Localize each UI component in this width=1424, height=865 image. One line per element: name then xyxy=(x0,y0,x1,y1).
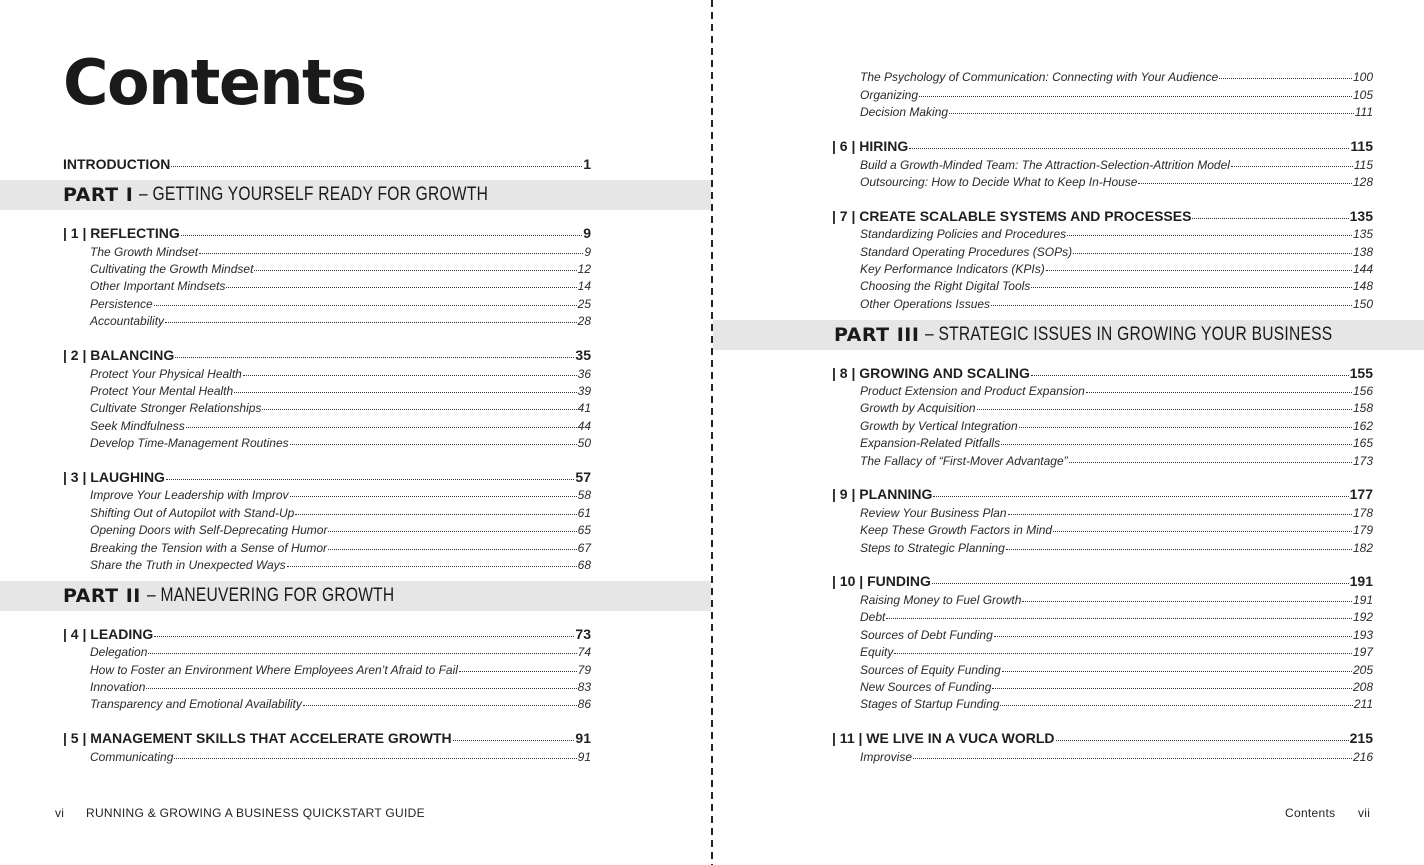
part-title: – MANEUVERING FOR GROWTH xyxy=(146,585,395,606)
dot-leader xyxy=(992,688,1352,689)
toc-page-number: 1 xyxy=(583,156,591,172)
toc-page-number: 135 xyxy=(1349,208,1373,224)
dot-leader xyxy=(295,514,576,515)
dot-leader xyxy=(1046,270,1352,271)
dot-leader xyxy=(175,357,574,358)
dot-leader xyxy=(154,305,577,306)
toc-page-number: 156 xyxy=(1352,384,1373,398)
toc-section[interactable] xyxy=(90,645,591,662)
toc-page-number: 211 xyxy=(1353,697,1373,711)
toc-page-number: 9 xyxy=(584,245,591,259)
toc-label: Communicating xyxy=(90,750,174,764)
toc-chapter[interactable] xyxy=(63,730,591,748)
toc-page-number: 197 xyxy=(1352,645,1373,659)
toc-section[interactable] xyxy=(860,663,1373,680)
toc-section[interactable] xyxy=(860,105,1373,122)
toc-section[interactable] xyxy=(860,523,1373,540)
toc-label: Steps to Strategic Planning xyxy=(860,541,1005,555)
dot-leader xyxy=(166,479,574,480)
toc-section[interactable] xyxy=(860,279,1373,296)
toc-label: Sources of Equity Funding xyxy=(860,663,1001,677)
toc-label: Debt xyxy=(860,610,886,624)
toc-chapter[interactable] xyxy=(63,225,591,243)
part-heading-3 xyxy=(713,320,1424,350)
toc-label: Cultivating the Growth Mindset xyxy=(90,262,254,276)
toc-section[interactable] xyxy=(90,367,591,384)
toc-section[interactable] xyxy=(860,227,1373,244)
dot-leader xyxy=(909,148,1349,149)
toc-label: Growth by Vertical Integration xyxy=(860,419,1018,433)
toc-label: Other Operations Issues xyxy=(860,297,991,311)
toc-page-number: 68 xyxy=(577,558,591,572)
dot-leader xyxy=(328,531,576,532)
toc-chapter[interactable] xyxy=(832,573,1373,591)
toc-label: Shifting Out of Autopilot with Stand-Up xyxy=(90,506,295,520)
toc-page-number: 65 xyxy=(577,523,591,537)
dot-leader xyxy=(949,113,1354,114)
toc-section[interactable] xyxy=(860,158,1373,175)
dot-leader xyxy=(181,235,582,236)
dot-leader xyxy=(1006,549,1352,550)
toc-label: | 10 | FUNDING xyxy=(832,573,931,589)
toc-section[interactable] xyxy=(860,175,1373,192)
toc-section[interactable] xyxy=(860,506,1373,523)
dot-leader xyxy=(199,253,583,254)
toc-label: Breaking the Tension with a Sense of Humor xyxy=(90,541,328,555)
dot-leader xyxy=(453,740,575,741)
toc-label: Innovation xyxy=(90,680,146,694)
dot-leader xyxy=(303,705,577,706)
toc-chapter[interactable] xyxy=(63,347,591,365)
toc-page-number: 58 xyxy=(577,488,591,502)
toc-label: Choosing the Right Digital Tools xyxy=(860,279,1031,293)
toc-page-number: 128 xyxy=(1352,175,1373,189)
footer-page-number: vii xyxy=(1358,806,1371,820)
part-label: PART III xyxy=(834,324,920,346)
toc-page-number: 215 xyxy=(1349,730,1373,746)
toc-label: | 5 | MANAGEMENT SKILLS THAT ACCELERATE GROWTH xyxy=(63,730,452,746)
dot-leader xyxy=(290,496,577,497)
toc-label: Accountability xyxy=(90,314,165,328)
toc-label: Opening Doors with Self-Deprecating Humor xyxy=(90,523,328,537)
toc-page-number: 36 xyxy=(577,367,591,381)
toc-section[interactable] xyxy=(860,419,1373,436)
toc-section[interactable] xyxy=(860,697,1373,714)
dot-leader xyxy=(1053,531,1352,532)
footer-book-title: RUNNING & GROWING A BUSINESS QUICKSTART GUIDE xyxy=(86,806,425,820)
toc-label: Stages of Startup Funding xyxy=(860,697,1000,711)
toc-section[interactable] xyxy=(860,610,1373,627)
dot-leader xyxy=(186,427,577,428)
toc-label: INTRODUCTION xyxy=(63,156,171,172)
toc-label: New Sources of Funding xyxy=(860,680,992,694)
page-title: Contents xyxy=(63,46,366,119)
toc-page-number: 83 xyxy=(577,680,591,694)
toc-section[interactable] xyxy=(90,436,591,453)
toc-chapter[interactable] xyxy=(832,486,1373,504)
toc-label: Decision Making xyxy=(860,105,949,119)
toc-page-number: 216 xyxy=(1352,750,1373,764)
toc-page-number: 173 xyxy=(1352,454,1373,468)
toc-section[interactable] xyxy=(860,541,1373,558)
dot-leader xyxy=(919,96,1352,97)
toc-section[interactable] xyxy=(860,680,1373,697)
toc-label: Equity xyxy=(860,645,894,659)
dot-leader xyxy=(1001,444,1352,445)
toc-section[interactable] xyxy=(90,506,591,523)
toc-section[interactable] xyxy=(860,750,1373,767)
toc-page-number: 25 xyxy=(577,297,591,311)
toc-label: Standard Operating Procedures (SOPs) xyxy=(860,245,1073,259)
toc-label: Improve Your Leadership with Improv xyxy=(90,488,289,502)
toc-label: Keep These Growth Factors in Mind xyxy=(860,523,1053,537)
toc-page-number: 74 xyxy=(577,645,591,659)
toc-page-number: 61 xyxy=(577,506,591,520)
toc-section[interactable] xyxy=(860,384,1373,401)
toc-section[interactable] xyxy=(860,593,1373,610)
toc-label: Delegation xyxy=(90,645,148,659)
toc-label: Protect Your Physical Health xyxy=(90,367,242,381)
toc-page-number: 41 xyxy=(577,401,591,415)
toc-page-number: 177 xyxy=(1349,486,1373,502)
toc-page-number: 150 xyxy=(1352,297,1373,311)
toc-section[interactable] xyxy=(860,436,1373,453)
dot-leader xyxy=(1031,375,1349,376)
toc-page-number: 14 xyxy=(577,279,591,293)
toc-page-number: 191 xyxy=(1352,593,1373,607)
toc-label: Persistence xyxy=(90,297,153,311)
dot-leader xyxy=(148,653,576,654)
toc-chapter[interactable] xyxy=(63,469,591,487)
toc-section[interactable] xyxy=(860,297,1373,314)
toc-label: | 6 | HIRING xyxy=(832,138,909,154)
toc-section[interactable] xyxy=(90,558,591,575)
toc-page-number: 138 xyxy=(1352,245,1373,259)
dot-leader xyxy=(1069,462,1352,463)
toc-label: Organizing xyxy=(860,88,919,102)
toc-section[interactable] xyxy=(90,488,591,505)
toc-label: Transparency and Emotional Availability xyxy=(90,697,302,711)
toc-page-number: 73 xyxy=(575,626,591,642)
dot-leader xyxy=(154,636,574,637)
part-heading-1 xyxy=(0,180,711,210)
toc-page-number: 9 xyxy=(583,225,591,241)
toc-page-number: 192 xyxy=(1352,610,1373,624)
toc-page-number: 144 xyxy=(1352,262,1373,276)
toc-label: The Fallacy of “First-Mover Advantage” xyxy=(860,454,1068,468)
toc-label: The Psychology of Communication: Connecting with Your Audience xyxy=(860,70,1219,84)
dot-leader xyxy=(171,166,582,167)
toc-section[interactable] xyxy=(90,680,591,697)
toc-page-number: 191 xyxy=(1349,573,1373,589)
toc-page-number: 39 xyxy=(577,384,591,398)
toc-label: | 2 | BALANCING xyxy=(63,347,175,363)
dot-leader xyxy=(1138,183,1351,184)
toc-section[interactable] xyxy=(860,70,1373,87)
toc-label: Develop Time-Management Routines xyxy=(90,436,289,450)
toc-page-number: 193 xyxy=(1352,628,1373,642)
dot-leader xyxy=(254,270,576,271)
dot-leader xyxy=(1056,740,1349,741)
toc-section[interactable] xyxy=(90,314,591,331)
dot-leader xyxy=(1022,601,1352,602)
toc-section[interactable] xyxy=(90,419,591,436)
toc-label: Cultivate Stronger Relationships xyxy=(90,401,262,415)
part-heading-2 xyxy=(0,581,711,611)
toc-label: | 9 | PLANNING xyxy=(832,486,933,502)
toc-page-number: 135 xyxy=(1352,227,1373,241)
toc-section[interactable] xyxy=(860,88,1373,105)
toc-page-number: 28 xyxy=(577,314,591,328)
toc-page-number: 86 xyxy=(577,697,591,711)
toc-label: Standardizing Policies and Procedures xyxy=(860,227,1067,241)
toc-label: Share the Truth in Unexpected Ways xyxy=(90,558,286,572)
toc-label: Other Important Mindsets xyxy=(90,279,226,293)
part-title: – GETTING YOURSELF READY FOR GROWTH xyxy=(139,184,489,205)
toc-page-number: 91 xyxy=(575,730,591,746)
dot-leader xyxy=(1192,218,1348,219)
part-label: PART I xyxy=(63,184,134,206)
dot-leader xyxy=(1219,78,1352,79)
dot-leader xyxy=(165,322,577,323)
toc-section[interactable] xyxy=(90,401,591,418)
toc-page-number: 178 xyxy=(1352,506,1373,520)
toc-label: Protect Your Mental Health xyxy=(90,384,234,398)
toc-page-number: 158 xyxy=(1352,401,1373,415)
toc-page-number: 100 xyxy=(1352,70,1373,84)
dot-leader xyxy=(1073,253,1352,254)
dot-leader xyxy=(1000,705,1352,706)
toc-label: Sources of Debt Funding xyxy=(860,628,993,642)
toc-label: Key Performance Indicators (KPIs) xyxy=(860,262,1045,276)
toc-label: | 1 | REFLECTING xyxy=(63,225,180,241)
toc-page-number: 57 xyxy=(575,469,591,485)
dot-leader xyxy=(932,583,1349,584)
dot-leader xyxy=(226,287,576,288)
toc-label: | 8 | GROWING AND SCALING xyxy=(832,365,1030,381)
dot-leader xyxy=(1019,427,1352,428)
toc-label: | 3 | LAUGHING xyxy=(63,469,165,485)
toc-page-number: 155 xyxy=(1349,365,1373,381)
toc-label: How to Foster an Environment Where Employees Aren’t Afraid to Fail xyxy=(90,663,458,677)
toc-chapter[interactable] xyxy=(832,365,1373,383)
toc-label: | 11 | WE LIVE IN A VUCA WORLD xyxy=(832,730,1055,746)
toc-page-number: 165 xyxy=(1352,436,1373,450)
toc-section[interactable] xyxy=(90,663,591,680)
dot-leader xyxy=(894,653,1352,654)
toc-label: Outsourcing: How to Decide What to Keep In-House xyxy=(860,175,1138,189)
toc-section[interactable] xyxy=(90,750,591,767)
right-page xyxy=(713,0,1424,865)
toc-label: | 7 | CREATE SCALABLE SYSTEMS AND PROCESSES xyxy=(832,208,1192,224)
dot-leader xyxy=(287,566,577,567)
dot-leader xyxy=(262,409,576,410)
toc-section[interactable] xyxy=(90,262,591,279)
toc-section[interactable] xyxy=(860,628,1373,645)
toc-label: Build a Growth-Minded Team: The Attraction-Selection-Attrition Model xyxy=(860,158,1230,172)
dot-leader xyxy=(328,549,577,550)
toc-page-number: 67 xyxy=(577,541,591,555)
dot-leader xyxy=(933,496,1348,497)
toc-section[interactable] xyxy=(860,645,1373,662)
toc-label: Product Extension and Product Expansion xyxy=(860,384,1085,398)
toc-chapter[interactable] xyxy=(832,208,1373,226)
dot-leader xyxy=(174,758,576,759)
toc-label: Expansion-Related Pitfalls xyxy=(860,436,1001,450)
toc-page-number: 115 xyxy=(1353,158,1373,172)
toc-page-number: 148 xyxy=(1352,279,1373,293)
dot-leader xyxy=(977,409,1352,410)
dot-leader xyxy=(1067,235,1352,236)
toc-label: Raising Money to Fuel Growth xyxy=(860,593,1022,607)
toc-section[interactable] xyxy=(860,245,1373,262)
toc-page-number: 205 xyxy=(1352,663,1373,677)
dot-leader xyxy=(886,618,1352,619)
dot-leader xyxy=(1008,514,1352,515)
toc-section[interactable] xyxy=(860,401,1373,418)
toc-section[interactable] xyxy=(860,262,1373,279)
dot-leader xyxy=(1231,166,1353,167)
toc-page-number: 115 xyxy=(1350,138,1373,154)
dot-leader xyxy=(994,636,1352,637)
toc-section[interactable] xyxy=(90,523,591,540)
dot-leader xyxy=(1086,392,1352,393)
toc-chapter[interactable] xyxy=(63,626,591,644)
dot-leader xyxy=(290,444,577,445)
toc-section[interactable] xyxy=(90,541,591,558)
dot-leader xyxy=(243,375,577,376)
toc-section[interactable] xyxy=(90,697,591,714)
toc-page-number: 179 xyxy=(1352,523,1373,537)
dot-leader xyxy=(991,305,1352,306)
footer-page-number: vi xyxy=(55,806,65,820)
toc-page-number: 79 xyxy=(577,663,591,677)
dot-leader xyxy=(146,688,576,689)
toc-page-number: 12 xyxy=(577,262,591,276)
dot-leader xyxy=(234,392,576,393)
toc-page-number: 182 xyxy=(1352,541,1373,555)
toc-chapter[interactable] xyxy=(832,138,1373,156)
part-label: PART II xyxy=(63,585,141,607)
footer-running-head: Contents xyxy=(1285,806,1336,820)
part-title: – STRATEGIC ISSUES IN GROWING YOUR BUSINESS xyxy=(925,324,1333,345)
toc-section[interactable] xyxy=(90,245,591,262)
toc-section[interactable] xyxy=(90,279,591,296)
dot-leader xyxy=(913,758,1352,759)
toc-page-number: 162 xyxy=(1352,419,1373,433)
toc-page-number: 91 xyxy=(577,750,591,764)
toc-chapter[interactable] xyxy=(832,730,1373,748)
toc-label: Review Your Business Plan xyxy=(860,506,1007,520)
toc-page-number: 35 xyxy=(575,347,591,363)
toc-label: | 4 | LEADING xyxy=(63,626,154,642)
toc-section[interactable] xyxy=(90,384,591,401)
toc-label: Seek Mindfulness xyxy=(90,419,185,433)
toc-page-number: 50 xyxy=(577,436,591,450)
toc-section[interactable] xyxy=(860,454,1373,471)
toc-page-number: 105 xyxy=(1352,88,1373,102)
toc-page-number: 208 xyxy=(1352,680,1373,694)
dot-leader xyxy=(1002,671,1352,672)
toc-label: The Growth Mindset xyxy=(90,245,199,259)
toc-label: Improvise xyxy=(860,750,913,764)
toc-page-number: 111 xyxy=(1354,105,1373,119)
toc-section[interactable] xyxy=(90,297,591,314)
dot-leader xyxy=(1031,287,1352,288)
toc-label: Growth by Acquisition xyxy=(860,401,976,415)
dot-leader xyxy=(459,671,577,672)
toc-introduction[interactable] xyxy=(63,156,591,172)
toc-page-number: 44 xyxy=(577,419,591,433)
